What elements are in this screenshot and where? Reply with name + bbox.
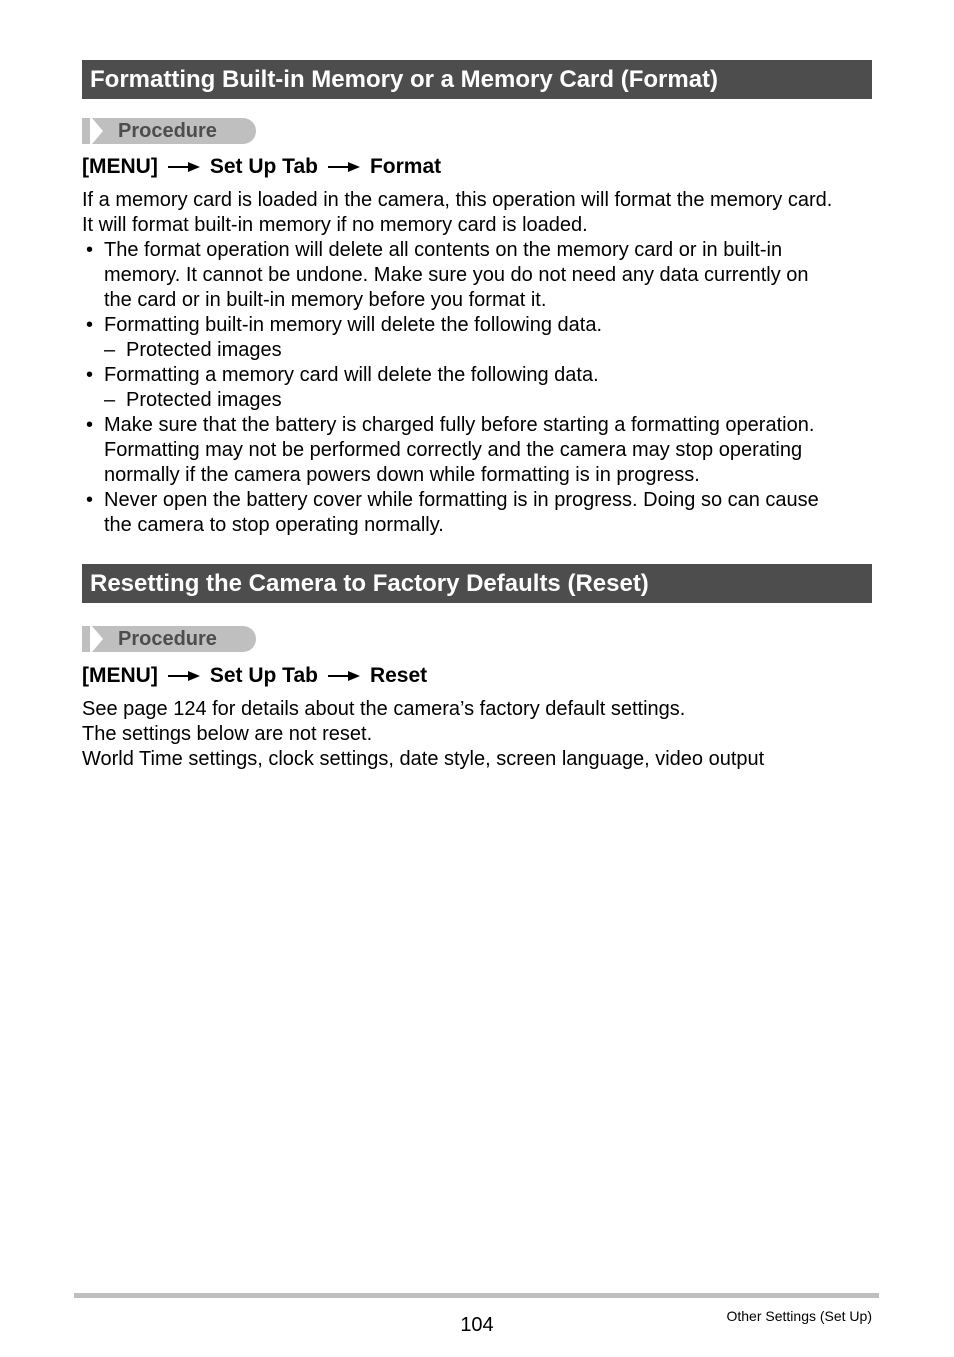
section-title-reset: Resetting the Camera to Factory Defaults (Reset) (82, 564, 872, 603)
intro-line: The settings below are not reset. (82, 723, 373, 745)
bullet-line: normally if the camera powers down while formatting is in progress. (104, 464, 700, 486)
menu-path-format (82, 154, 441, 180)
bullet-dot: • (86, 489, 94, 511)
intro-line: It will format built-in memory if no memory card is loaded. (82, 214, 588, 236)
bullet-line: Formatting built-in memory will delete the following data. (104, 314, 602, 336)
sub-item-text: Protected images (126, 389, 282, 411)
bullet-line: The format operation will delete all contents on the memory card or in built-in (104, 239, 783, 261)
bullet-line: the camera to stop operating normally. (104, 514, 444, 536)
menu-path-step: [MENU] (82, 664, 158, 687)
arrow-right-icon (328, 161, 360, 173)
sub-item-text: Protected images (126, 339, 282, 361)
bullet-dot: • (86, 414, 94, 436)
menu-path-step: [MENU] (82, 155, 158, 178)
bullet-dot: • (86, 314, 94, 336)
menu-path-reset (82, 663, 427, 689)
bullet-line: Make sure that the battery is charged fully before starting a formatting operation. (104, 414, 815, 436)
bullet-line: memory. It cannot be undone. Make sure you do not need any data currently on (104, 264, 809, 286)
bullet-line: Formatting may not be performed correctly and the camera may stop operating (104, 439, 803, 461)
intro-line: If a memory card is loaded in the camera, this operation will format the memory card. (82, 189, 833, 211)
menu-path-step: Set Up Tab (209, 664, 318, 687)
section-title-format: Formatting Built-in Memory or a Memory Card (Format) (82, 60, 872, 99)
procedure-label: Procedure (118, 120, 217, 142)
footer-divider (74, 1293, 879, 1298)
page-number: 104 (460, 1314, 494, 1336)
intro-line: World Time settings, clock settings, date style, screen language, video output (82, 748, 765, 770)
menu-path-step: Format (369, 155, 442, 178)
intro-line: See page 124 for details about the camera’s factory default settings. (82, 698, 686, 720)
procedure-badge (82, 118, 256, 144)
bullet-line: Formatting a memory card will delete the following data. (104, 364, 599, 386)
bullet-line: the card or in built-in memory before you format it. (104, 289, 547, 311)
arrow-right-icon (168, 161, 200, 173)
sub-item: – Protected images (104, 389, 282, 411)
bullet-line: Never open the battery cover while formatting is in progress. Doing so can cause (104, 489, 819, 511)
arrow-right-icon (168, 670, 200, 682)
footer-section-label: Other Settings (Set Up) (726, 1308, 872, 1324)
procedure-badge (82, 626, 256, 652)
bullet-dot: • (86, 239, 94, 261)
procedure-label: Procedure (118, 628, 217, 650)
menu-path-step: Reset (369, 664, 428, 687)
sub-item: – Protected images (104, 339, 282, 361)
menu-path-step: Set Up Tab (209, 155, 318, 178)
bullet-dot: • (86, 364, 94, 386)
arrow-right-icon (328, 670, 360, 682)
